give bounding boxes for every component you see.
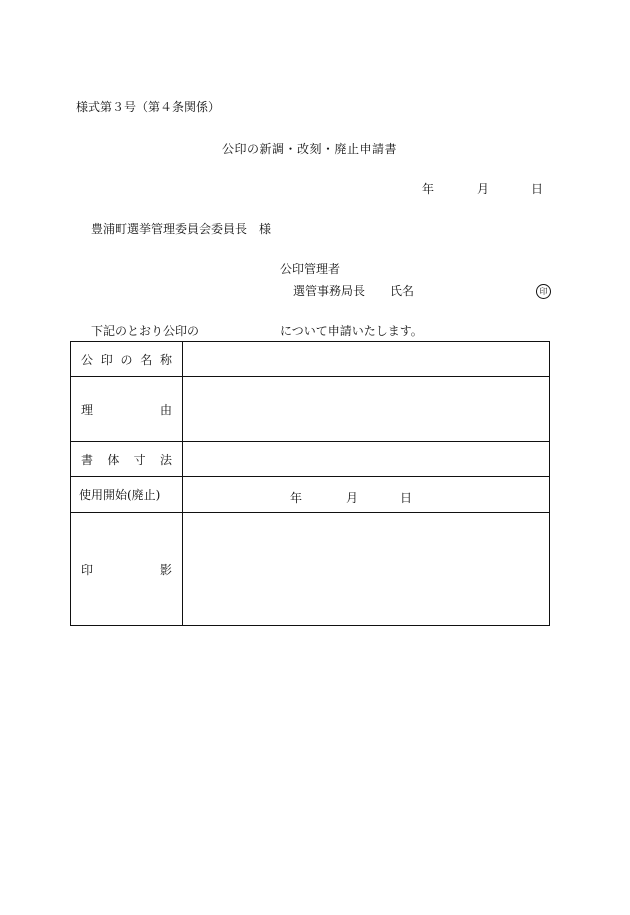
table-row-reason [71, 377, 550, 442]
seal-name-label [71, 342, 183, 377]
document-title: 公印の新調・改刻・廃止申請書 [222, 142, 398, 156]
label-char: 由 [159, 402, 172, 417]
label-char: 印 [100, 352, 113, 367]
table-row-seal-name [71, 342, 550, 377]
form-number: 様式第３号（第４条関係） [76, 100, 221, 114]
seal-char: 印 [539, 286, 548, 296]
start-date-month: 月 [346, 490, 359, 505]
label-char: 体 [107, 452, 120, 467]
applicant-role: 公印管理者 [280, 262, 341, 276]
seal-impression-field[interactable] [183, 513, 550, 626]
date-month-label: 月 [477, 182, 490, 196]
seal-name-field[interactable] [183, 342, 550, 377]
typeface-size-label [71, 442, 183, 477]
label-char: 書 [81, 452, 94, 467]
start-date-day: 日 [400, 490, 413, 505]
start-date-field[interactable] [183, 477, 550, 513]
application-table [70, 341, 550, 626]
label-char: の [120, 352, 133, 367]
label-char: 称 [159, 352, 172, 367]
reason-label [71, 377, 183, 442]
table-row-typeface-size [71, 442, 550, 477]
applicant-name-label: 氏名 [390, 284, 415, 298]
applicant-position: 選管事務局長 [293, 284, 366, 298]
seal-mark [536, 284, 551, 299]
label-char: 公 [81, 352, 94, 367]
label-char: 法 [159, 452, 172, 467]
reason-field[interactable] [183, 377, 550, 442]
label-char: 印 [81, 562, 94, 577]
table-row-seal-impression [71, 513, 550, 626]
start-date-label-text: 使用開始(廃止) [79, 488, 161, 502]
intro-text-part1: 下記のとおり公印の [91, 324, 200, 338]
label-char: 影 [159, 562, 172, 577]
label-char: 寸 [133, 452, 146, 467]
date-year-label: 年 [422, 182, 435, 196]
typeface-size-field[interactable] [183, 442, 550, 477]
label-char: 理 [81, 402, 94, 417]
table-row-start-date [71, 477, 550, 513]
seal-impression-label [71, 513, 183, 626]
start-date-label [71, 477, 183, 513]
intro-text-part2: について申請いたします。 [280, 324, 423, 338]
date-day-label: 日 [531, 182, 544, 196]
label-char: 名 [140, 352, 153, 367]
addressee: 豊浦町選挙管理委員会委員長 様 [91, 222, 272, 236]
start-date-year: 年 [290, 490, 303, 505]
